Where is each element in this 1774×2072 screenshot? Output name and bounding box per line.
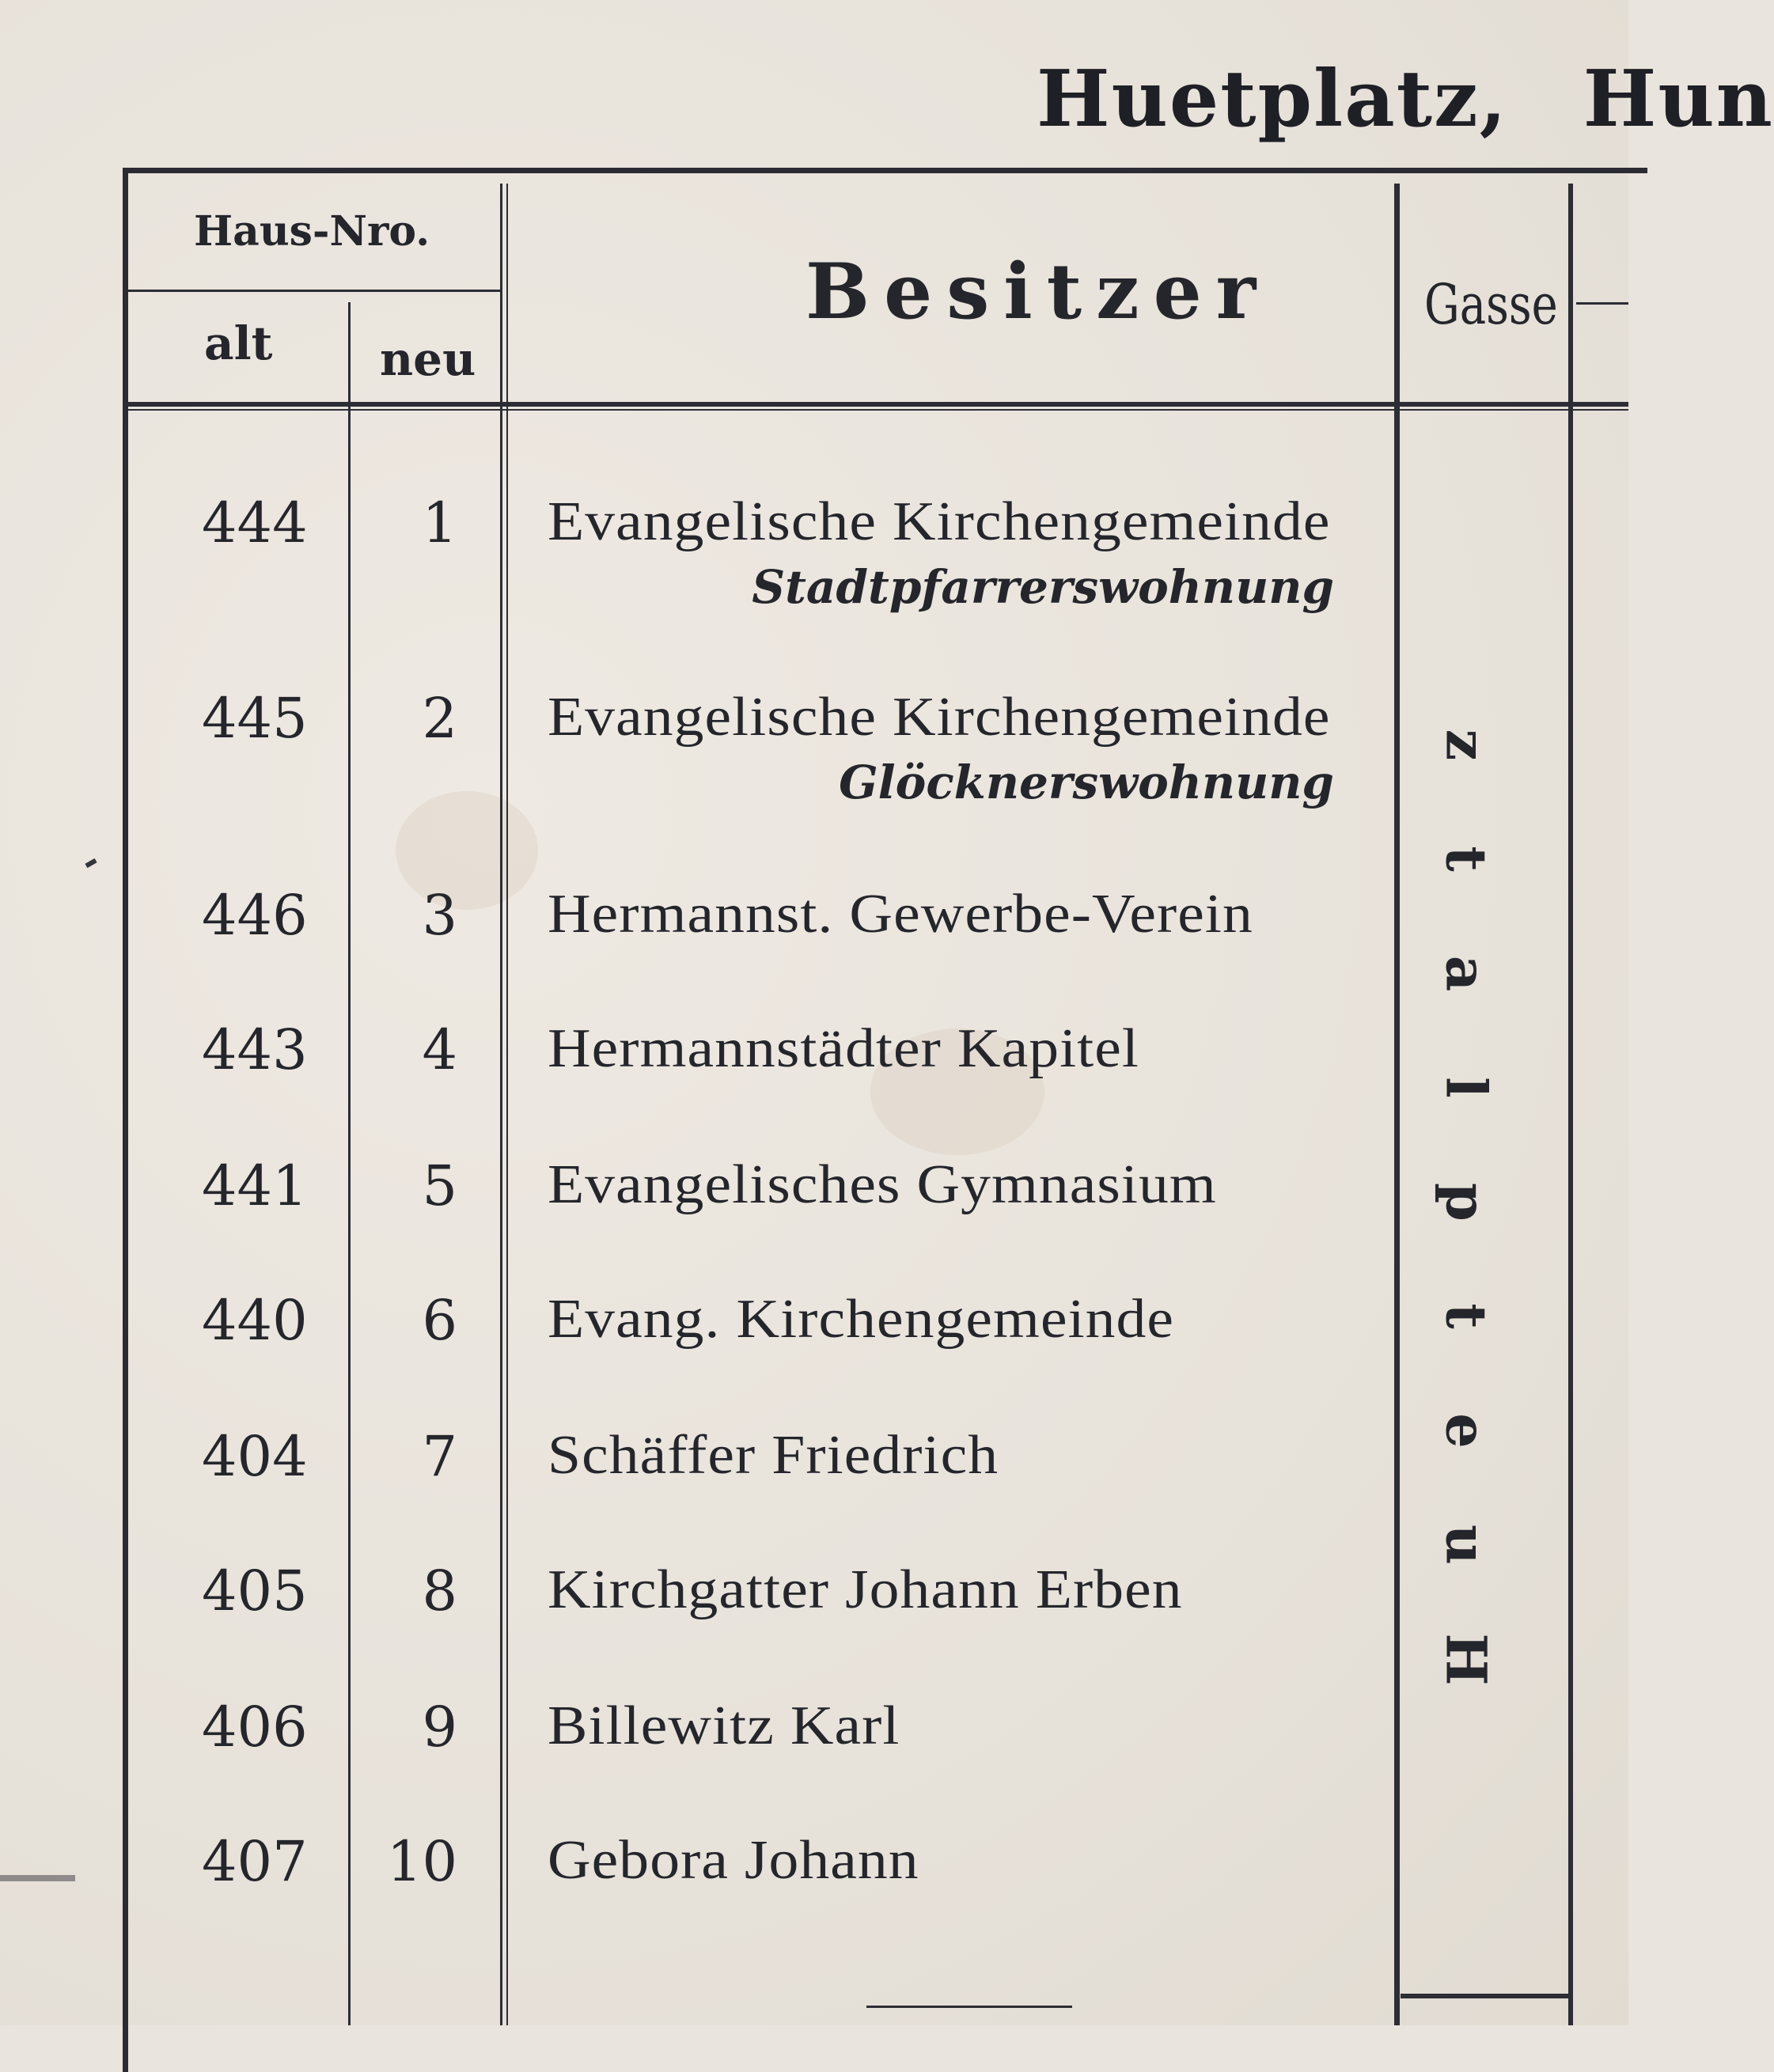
cell-alt: 440	[202, 1288, 308, 1353]
cell-neu: 9	[422, 1695, 457, 1759]
table-row	[0, 1017, 1628, 1112]
gasse-vertical-letter: a	[1433, 955, 1499, 992]
cell-owner: Billewitz Karl	[548, 1695, 900, 1756]
gasse-bottom-rule	[1401, 1994, 1568, 1998]
cell-owner: Evangelische Kirchengemeinde	[548, 687, 1331, 748]
header-divider-haus	[128, 290, 502, 292]
gasse-vertical-letter: t	[1433, 1303, 1499, 1329]
gasse-vertical-label	[1421, 712, 1516, 1741]
gasse-vertical-letter: H	[1433, 1632, 1499, 1686]
cell-owner: Hermannstädter Kapitel	[548, 1018, 1139, 1079]
cell-neu: 4	[422, 1017, 457, 1082]
cell-alt: 406	[202, 1695, 308, 1759]
cell-owner: Gebora Johann	[548, 1830, 919, 1891]
page-heading	[1037, 54, 1774, 165]
gasse-vertical-letter: u	[1433, 1525, 1499, 1566]
table-row	[0, 1695, 1628, 1790]
cell-neu: 8	[422, 1559, 457, 1623]
header-besitzer: Besitzer	[806, 247, 1271, 336]
header-bottom-rule-thin	[128, 409, 1628, 411]
cell-owner-note: Stadtpfarrerswohnung	[752, 560, 1334, 614]
gasse-vertical-letter: e	[1433, 1412, 1499, 1449]
gasse-vertical-letter: z	[1433, 729, 1499, 761]
cell-neu: 2	[422, 686, 457, 751]
cell-owner: Kirchgatter Johann Erben	[548, 1559, 1183, 1620]
gasse-vertical-letter: t	[1433, 846, 1499, 873]
header-bottom-rule	[128, 402, 1628, 407]
cell-alt: 446	[202, 883, 308, 948]
cell-owner: Evangelische Kirchengemeinde	[548, 491, 1331, 552]
cell-neu: 3	[422, 883, 457, 948]
cell-owner: Evang. Kirchengemeinde	[548, 1289, 1175, 1350]
cell-neu: 5	[422, 1153, 457, 1218]
cell-neu: 7	[422, 1424, 457, 1489]
heading-street-2: Hun	[1583, 54, 1774, 145]
table-row	[0, 1424, 1628, 1519]
heading-street-1: Huetplatz,	[1037, 54, 1508, 145]
header-haus-nr: Haus-Nro.	[194, 207, 430, 256]
cell-alt: 405	[202, 1559, 308, 1623]
end-of-list-rule	[866, 2006, 1072, 2008]
table-row	[0, 883, 1628, 978]
cell-alt: 441	[202, 1153, 308, 1218]
header-alt: alt	[204, 316, 273, 370]
table-row	[0, 1153, 1628, 1248]
header-neu: neu	[380, 332, 476, 386]
cell-alt: 444	[202, 491, 308, 555]
cell-owner: Evangelisches Gymnasium	[548, 1154, 1217, 1215]
header-gasse: Gasse	[1424, 273, 1558, 338]
cell-alt: 445	[202, 686, 308, 751]
cell-neu: 6	[422, 1288, 457, 1353]
margin-mark	[0, 1875, 75, 1881]
table-row	[0, 1559, 1628, 1653]
cell-alt: 407	[202, 1829, 308, 1894]
cell-owner: Schäffer Friedrich	[548, 1425, 999, 1486]
table-row	[0, 686, 1628, 809]
table-row	[0, 491, 1628, 614]
table-row	[0, 1288, 1628, 1383]
gasse-vertical-letter: p	[1433, 1182, 1499, 1222]
cell-neu: 1	[422, 491, 457, 555]
gasse-vertical-letter: l	[1433, 1077, 1499, 1099]
cell-alt: 404	[202, 1424, 308, 1489]
cell-neu: 10	[386, 1829, 457, 1894]
cell-alt: 443	[202, 1017, 308, 1082]
cell-owner-note: Glöcknerswohnung	[839, 756, 1334, 809]
header-next-col-rule	[1576, 302, 1628, 305]
table-row	[0, 1829, 1628, 1924]
cell-owner: Hermannst. Gewerbe-Verein	[548, 884, 1253, 945]
